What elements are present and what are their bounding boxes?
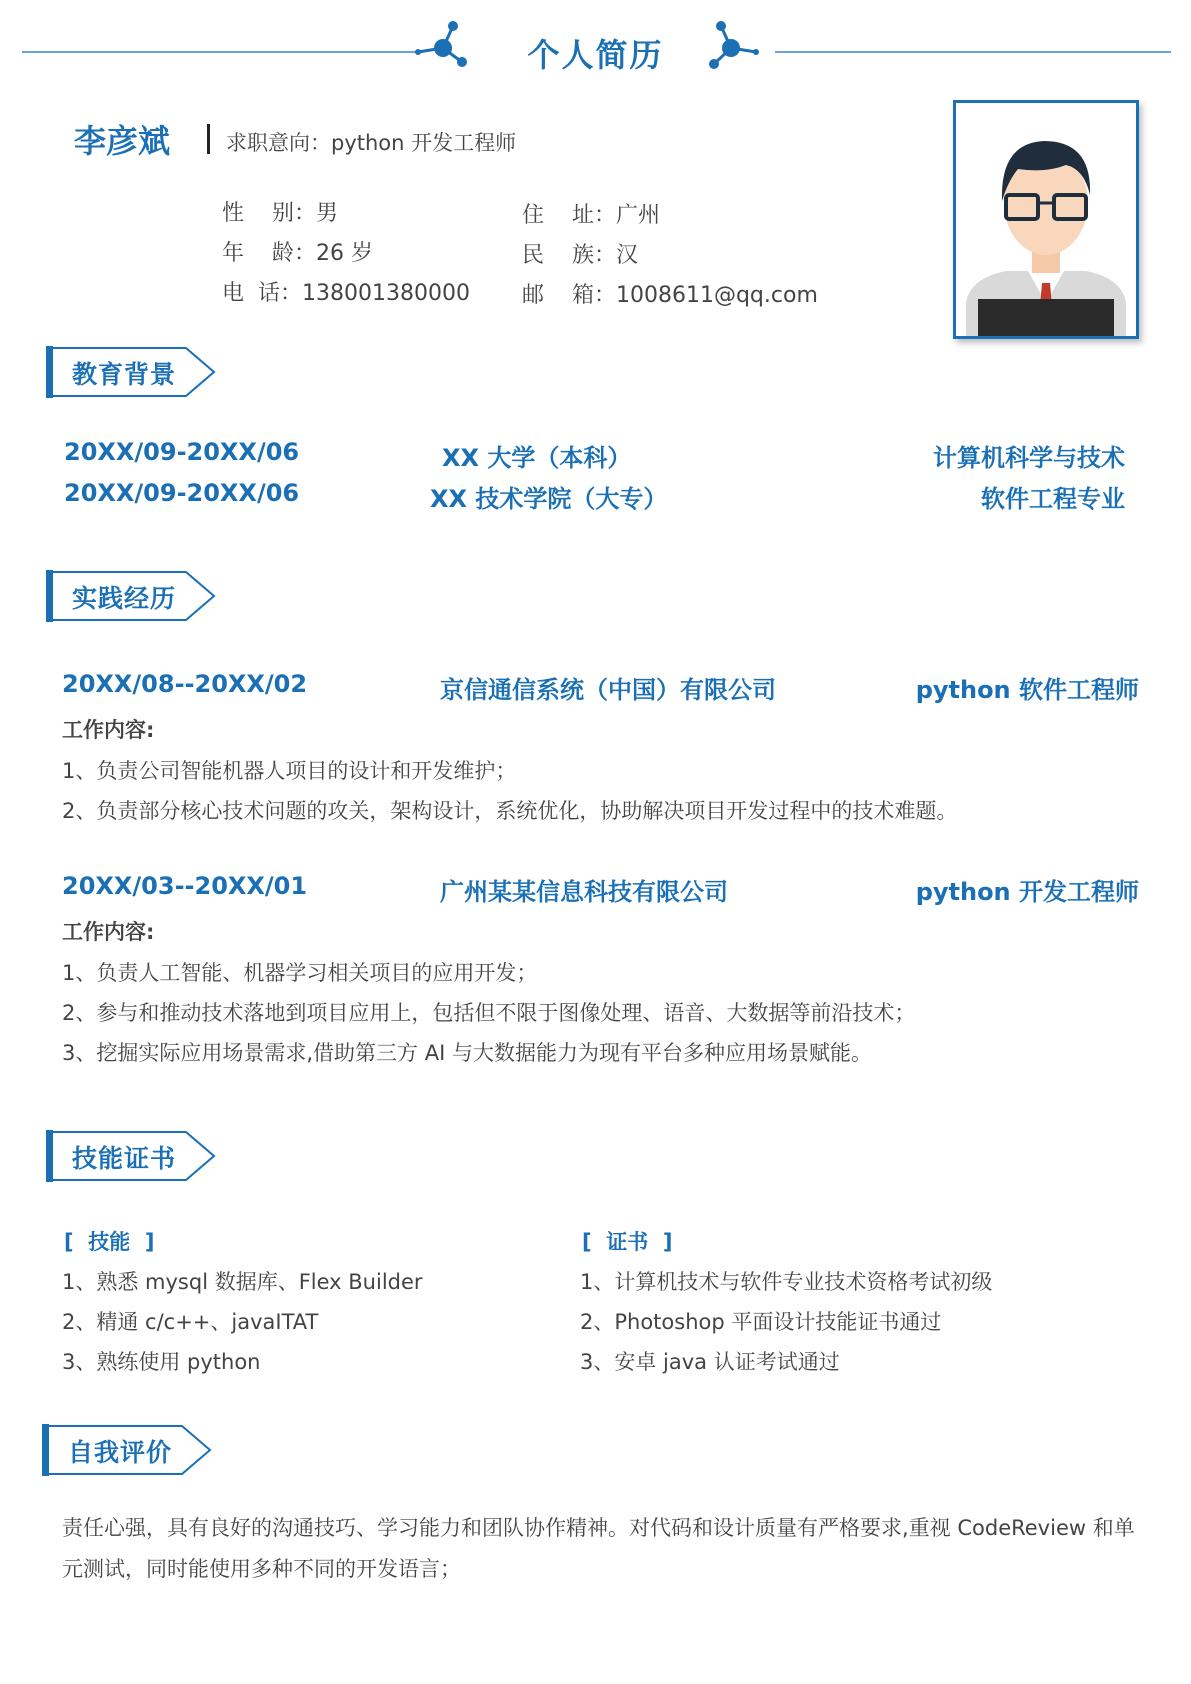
info-value: 广州 bbox=[615, 203, 660, 228]
candidate-name: 李彦斌 bbox=[74, 122, 171, 160]
info-value: 138001380000 bbox=[302, 281, 470, 306]
skill-line: 2、精通 c/c++、javaITAT bbox=[62, 1310, 319, 1334]
edu-major: 软件工程专业 bbox=[981, 485, 1125, 513]
info-value: 1008611@qq.com bbox=[615, 283, 818, 308]
work-content-label: 工作内容: bbox=[62, 718, 155, 742]
work-line: 3、挖掘实际应用场景需求,借助第三方 AI 与大数据能力为现有平台多种应用场景赋能。 bbox=[62, 1041, 872, 1065]
cert-line: 1、计算机技术与软件专业技术资格考试初级 bbox=[580, 1270, 993, 1294]
info-label: 民 族： bbox=[522, 243, 616, 268]
job-role: python 软件工程师 bbox=[915, 676, 1139, 704]
work-line: 1、负责人工智能、机器学习相关项目的应用开发； bbox=[62, 961, 538, 985]
info-email bbox=[522, 278, 818, 309]
info-label: 邮 箱： bbox=[522, 283, 616, 308]
section-title: 技能证书 bbox=[72, 1144, 177, 1173]
certs-heading: [ 证书 ] bbox=[582, 1230, 673, 1254]
profile-photo bbox=[953, 100, 1139, 339]
section-title: 自我评价 bbox=[68, 1438, 173, 1467]
info-value: 男 bbox=[315, 201, 338, 226]
info-value: 26 岁 bbox=[315, 241, 373, 266]
job-period: 20XX/03--20XX/01 bbox=[62, 872, 308, 900]
edu-school: XX 技术学院（大专） bbox=[430, 485, 668, 513]
job-intent: 求职意向：python 开发工程师 bbox=[226, 131, 517, 155]
edu-period: 20XX/09-20XX/06 bbox=[64, 479, 300, 507]
section-education-tag bbox=[46, 346, 218, 398]
section-self-eval-tag bbox=[42, 1424, 214, 1476]
edu-period: 20XX/09-20XX/06 bbox=[64, 438, 300, 466]
info-label: 住 址： bbox=[522, 203, 616, 228]
job-company: 广州某某信息科技有限公司 bbox=[440, 878, 728, 906]
skills-heading: [ 技能 ] bbox=[64, 1230, 155, 1254]
section-experience-tag bbox=[46, 570, 218, 622]
edu-major: 计算机科学与技术 bbox=[933, 444, 1125, 472]
molecule-icon-right bbox=[700, 20, 764, 70]
work-line: 2、负责部分核心技术问题的攻关，架构设计，系统优化，协助解决项目开发过程中的技术难题。 bbox=[62, 799, 958, 823]
info-ethnicity bbox=[522, 238, 638, 269]
self-eval-text: 责任心强，具有良好的沟通技巧、学习能力和团队协作精神。对代码和设计质量有严格要求,重视 CodeReview 和单元测试，同时能使用多种不同的开发语言； bbox=[62, 1516, 1135, 1581]
edu-school: XX 大学（本科） bbox=[442, 444, 632, 472]
info-address bbox=[522, 198, 660, 229]
info-label: 年 龄： bbox=[222, 241, 316, 266]
info-gender bbox=[222, 196, 338, 227]
section-title: 教育背景 bbox=[72, 360, 177, 389]
skill-line: 3、熟练使用 python bbox=[62, 1350, 261, 1374]
work-line: 2、参与和推动技术落地到项目应用上，包括但不限于图像处理、语音、大数据等前沿技术； bbox=[62, 1001, 916, 1025]
info-label: 电 话： bbox=[222, 281, 302, 306]
job-role: python 开发工程师 bbox=[915, 878, 1139, 906]
info-label: 性 别： bbox=[222, 201, 316, 226]
section-title: 实践经历 bbox=[72, 584, 177, 613]
page-title: 个人简历 bbox=[527, 36, 664, 74]
info-phone bbox=[222, 276, 470, 307]
cert-line: 3、安卓 java 认证考试通过 bbox=[580, 1350, 840, 1374]
job-company: 京信通信系统（中国）有限公司 bbox=[440, 676, 776, 704]
info-value: 汉 bbox=[615, 243, 638, 268]
skill-line: 1、熟悉 mysql 数据库、Flex Builder bbox=[62, 1270, 423, 1294]
info-age bbox=[222, 236, 373, 267]
job-period: 20XX/08--20XX/02 bbox=[62, 670, 308, 698]
work-content-label: 工作内容: bbox=[62, 920, 155, 944]
avatar-illustration bbox=[956, 103, 1136, 336]
work-line: 1、负责公司智能机器人项目的设计和开发维护； bbox=[62, 759, 517, 783]
cert-line: 2、Photoshop 平面设计技能证书通过 bbox=[580, 1310, 942, 1334]
section-skills-tag bbox=[46, 1130, 218, 1182]
name-divider bbox=[207, 124, 210, 154]
